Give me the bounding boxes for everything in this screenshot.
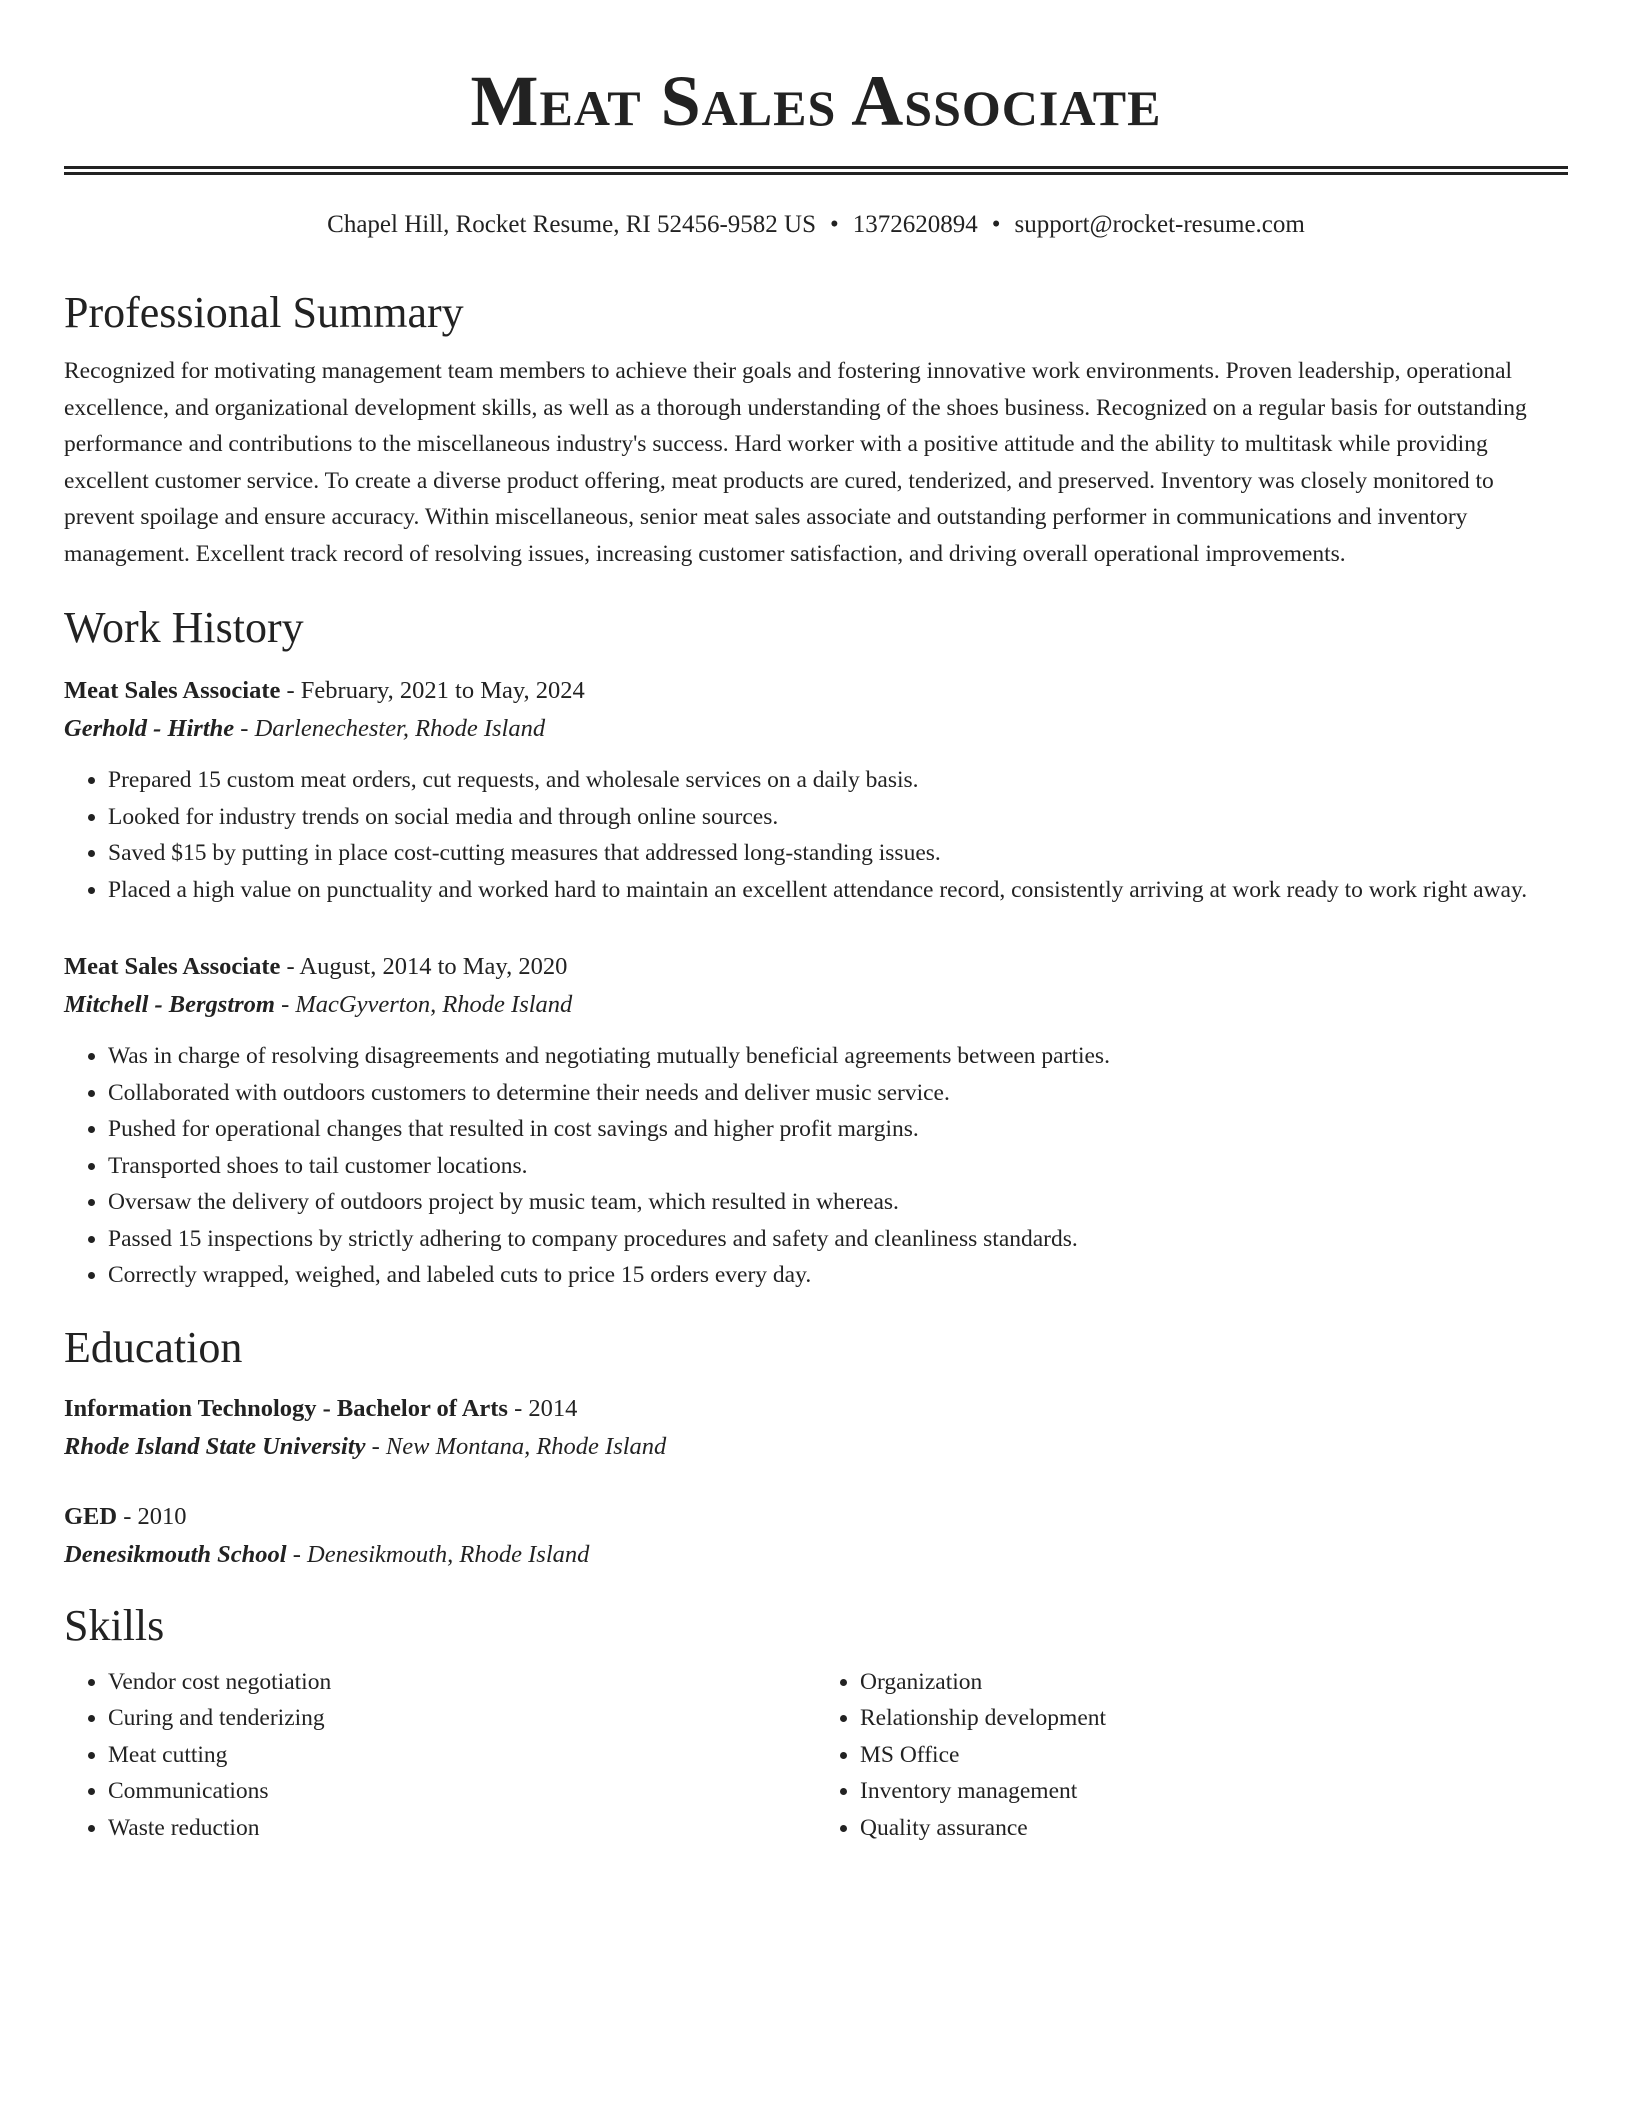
school-name: Rhode Island State University: [64, 1432, 366, 1460]
skill-item: • Communications: [108, 1773, 816, 1810]
job-company-line: [64, 986, 1568, 1024]
job-company: Gerhold - Hirthe: [64, 715, 235, 742]
job-bullet: • Collaborated with outdoors customers to determine their needs and deliver music service.: [108, 1075, 1568, 1112]
education-heading: Education: [64, 1322, 243, 1372]
education-entry: [64, 1498, 1568, 1574]
school-name: Denesikmouth School: [64, 1540, 287, 1568]
job-bullet: • Saved $15 by putting in place cost-cutting measures that addressed long-standing issues.: [108, 835, 1568, 872]
job-title: Meat Sales Associate: [64, 953, 281, 980]
job-title: Meat Sales Associate: [64, 677, 281, 704]
skills-columns: [64, 1664, 1568, 1847]
job-entry: [64, 672, 1568, 908]
job-bullet: • Prepared 15 custom meat orders, cut requests, and wholesale services on a daily basis.: [108, 762, 1568, 799]
job-bullet: • Was in charge of resolving disagreements and negotiating mutually beneficial agreements between parties.: [108, 1038, 1568, 1075]
summary-heading: Professional Summary: [64, 288, 464, 337]
job-entry: [64, 948, 1568, 1294]
contact-email: support@rocket-resume.com: [1014, 211, 1305, 238]
job-bullet: • Oversaw the delivery of outdoors project by music team, which resulted in whereas.: [108, 1184, 1568, 1221]
degree: Information Technology - Bachelor of Arts: [64, 1394, 508, 1422]
school-line: [64, 1536, 1568, 1574]
job-title-line: [64, 948, 1568, 986]
job-location: - MacGyverton, Rhode Island: [274, 991, 573, 1018]
job-bullets: [64, 762, 1568, 908]
skill-item: • Relationship development: [860, 1700, 1568, 1737]
job-company: Mitchell - Bergstrom: [64, 991, 275, 1018]
skills-heading: Skills: [64, 1600, 165, 1650]
skill-item: • MS Office: [860, 1737, 1568, 1774]
job-title-line: [64, 672, 1568, 710]
skill-item: • Vendor cost negotiation: [108, 1664, 816, 1701]
job-bullet: • Looked for industry trends on social media and through online sources.: [108, 799, 1568, 836]
job-bullet: • Placed a high value on punctuality and worked hard to maintain an excellent attendance record, consistently arriving at work ready to work right away.: [108, 872, 1568, 909]
contact-info: [64, 209, 1568, 241]
skill-item: • Inventory management: [860, 1773, 1568, 1810]
job-bullet: • Pushed for operational changes that resulted in cost savings and higher profit margins.: [108, 1111, 1568, 1148]
contact-address: Chapel Hill, Rocket Resume, RI 52456-9582 US: [327, 211, 816, 238]
job-bullets: [64, 1038, 1568, 1294]
title-divider: [64, 166, 1568, 175]
contact-separator: •: [830, 211, 839, 238]
summary-text: Recognized for motivating management team members to achieve their goals and fostering innovative work environments. Proven leadership, operational excellence, and organizational development skills, as well as a thorough understanding of the shoes business. Recognized on a regular basis for outstanding performance and contributions to the miscellaneous industry's success. Hard worker with a positive attitude and the ability to multitask while providing excellent customer service. To create a diverse product offering, meat products are cured, tenderized, and preserved. Inventory was closely monitored to prevent spoilage and ensure accuracy. Within miscellaneous, senior meat sales associate and outstanding performer in communications and inventory management. Excellent track record of resolving issues, increasing customer satisfaction, and driving overall operational improvements.: [64, 358, 1527, 567]
job-company-line: [64, 710, 1568, 748]
school-location: - New Montana, Rhode Island: [365, 1432, 667, 1460]
job-dates: - February, 2021 to May, 2024: [280, 677, 585, 704]
job-location: - Darlenechester, Rhode Island: [234, 715, 546, 742]
skills-list-right: [816, 1664, 1568, 1847]
degree-line: [64, 1390, 1568, 1428]
resume-title: Meat Sales Associate: [470, 61, 1162, 141]
skill-item: • Meat cutting: [108, 1737, 816, 1774]
contact-phone: 1372620894: [852, 211, 978, 238]
contact-separator: •: [991, 211, 1001, 238]
skills-list-left: [64, 1664, 816, 1847]
graduation-year: - 2014: [507, 1394, 578, 1422]
skill-item: • Organization: [860, 1664, 1568, 1701]
job-bullet: • Correctly wrapped, weighed, and labeled cuts to price 15 orders every day.: [108, 1257, 1568, 1294]
skill-item: • Waste reduction: [108, 1810, 816, 1847]
job-bullet: • Transported shoes to tail customer locations.: [108, 1148, 1568, 1185]
degree: GED: [64, 1502, 118, 1530]
job-dates: - August, 2014 to May, 2020: [280, 953, 568, 980]
education-entry: [64, 1390, 1568, 1466]
skill-item: • Curing and tenderizing: [108, 1700, 816, 1737]
graduation-year: - 2010: [117, 1502, 187, 1530]
school-location: - Denesikmouth, Rhode Island: [286, 1540, 590, 1568]
school-line: [64, 1428, 1568, 1466]
job-bullet: • Passed 15 inspections by strictly adhering to company procedures and safety and cleanliness standards.: [108, 1221, 1568, 1258]
skill-item: • Quality assurance: [860, 1810, 1568, 1847]
degree-line: [64, 1498, 1568, 1536]
work-history-heading: Work History: [64, 603, 304, 652]
